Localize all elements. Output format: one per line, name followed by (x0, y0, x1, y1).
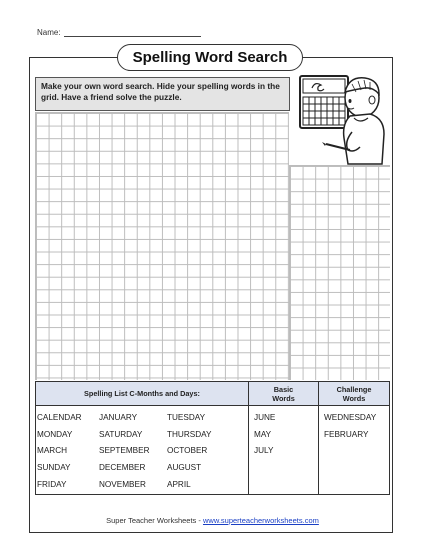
word-column-1 (37, 410, 82, 494)
basic-header-line2: Words (272, 393, 295, 403)
instructions-box: Make your own word search. Hide your spelling words in the grid. Have a friend solve the puzzle. (35, 77, 290, 111)
footer-credit (0, 516, 425, 525)
challenge-header-line1: Challenge (336, 384, 372, 394)
footer-prefix: Super Teacher Worksheets - (106, 516, 203, 525)
word-search-grid[interactable] (35, 112, 289, 380)
challenge-word: WEDNESDAY (324, 413, 377, 422)
basic-word: JULY (254, 446, 274, 456)
basic-words-header (249, 382, 319, 406)
spelling-list-header: Spelling List C-Months and Days: (36, 382, 249, 406)
spelling-word: SUNDAY (37, 463, 71, 473)
basic-header-line1: Basic (273, 384, 294, 394)
column-divider (318, 406, 319, 494)
challenge-words-list (324, 410, 376, 443)
spelling-word: SEPTEMBER (99, 446, 150, 456)
name-field-row (37, 28, 201, 37)
name-label: Name: (37, 28, 61, 37)
challenge-header-line2: Words (342, 393, 366, 403)
worksheet-title: Spelling Word Search (117, 44, 303, 71)
footer-link[interactable]: www.superteacherworksheets.com (202, 516, 319, 525)
basic-word: MAY (254, 429, 272, 439)
spelling-word: MONDAY (37, 429, 73, 439)
spelling-word: MARCH (37, 446, 68, 456)
spelling-word: TUESDAY (167, 413, 206, 422)
word-search-grid-extension[interactable] (289, 165, 390, 380)
spelling-word: AUGUST (167, 463, 202, 473)
spelling-word: CALENDAR (37, 413, 82, 422)
spelling-word: APRIL (167, 479, 191, 489)
column-divider (248, 406, 249, 494)
word-column-2 (99, 410, 150, 494)
basic-words-list (254, 410, 275, 460)
spelling-word: JANUARY (99, 413, 138, 422)
spelling-word: THURSDAY (167, 429, 212, 439)
spelling-word: DECEMBER (99, 463, 146, 473)
spelling-word-table (35, 381, 390, 495)
challenge-word: FEBRUARY (324, 429, 369, 439)
basic-word: JUNE (254, 413, 276, 422)
spelling-word: OCTOBER (167, 446, 208, 456)
boy-with-puzzle-illustration (292, 70, 390, 165)
spelling-word: FRIDAY (37, 479, 67, 489)
spelling-word: SATURDAY (99, 429, 143, 439)
challenge-words-header (319, 382, 389, 406)
spelling-word: NOVEMBER (99, 479, 146, 489)
name-input-line[interactable] (64, 28, 201, 37)
word-column-3 (167, 410, 211, 494)
